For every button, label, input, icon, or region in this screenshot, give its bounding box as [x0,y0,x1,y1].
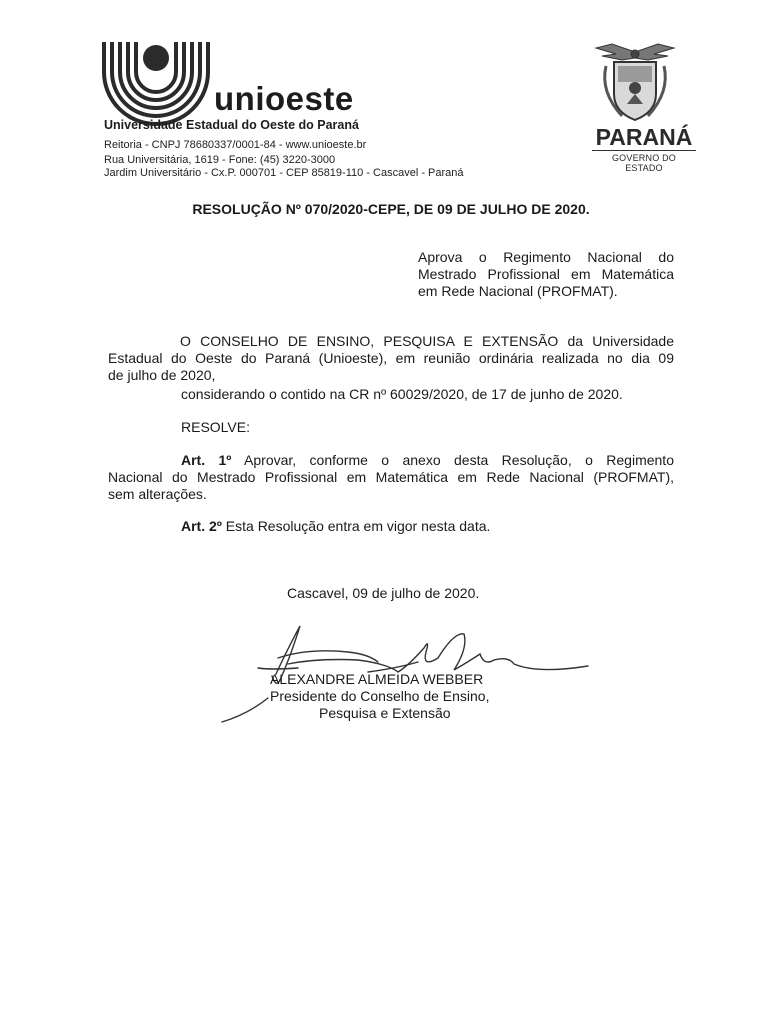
unioeste-logo-icon [100,42,212,126]
state-name: PARANÁ [595,124,693,150]
ementa [418,249,674,300]
address-line-2: Rua Universitária, 1619 - Fone: (45) 3220-3000 [104,154,336,166]
resolve-label: RESOLVE: [181,419,250,435]
article-1-label: Art. 1º [181,452,232,468]
preamble-line: Estadual do Oeste do Paraná (Unioeste), em reunião ordinária realizada no dia 09 [108,350,674,366]
university-full-name: Universidade Estadual do Oeste do Paraná [104,118,359,132]
ementa-line: Mestrado Profissional em Matemática [418,266,674,282]
article-2-text: Esta Resolução entra em vigor nesta data. [221,518,491,534]
address-line-3: Jardim Universitário - Cx.P. 000701 - CEP 85819-110 - Cascavel - Paraná [104,167,464,179]
document-title: RESOLUÇÃO Nº 070/2020-CEPE, DE 09 DE JULHO DE 2020. [192,201,590,217]
signer-name: ALEXANDRE ALMEIDA WEBBER [270,671,484,687]
article-2 [181,518,490,534]
article-1-line: sem alterações. [108,486,207,502]
state-government-label: GOVERNO DO ESTADO [611,153,676,173]
article-1-line: Nacional do Mestrado Profissional em Matemática em Rede Nacional (PROFMAT), [108,469,674,485]
place-and-date: Cascavel, 09 de julho de 2020. [287,585,480,601]
article-2-label: Art. 2º [181,518,222,534]
address-line-1: Reitoria - CNPJ 78680337/0001-84 - www.unioeste.br [104,139,367,151]
university-short-name: unioeste [214,80,354,117]
preamble-paragraph [108,333,674,384]
article-1-text: Aprovar, conforme o anexo desta Resolução, o Regimento [231,452,674,468]
state-divider [592,150,696,151]
signer-role-line: Pesquisa e Extensão [319,705,451,721]
preamble-line: O CONSELHO DE ENSINO, PESQUISA E EXTENSÃO da Universidade [180,333,674,349]
parana-coat-of-arms-icon [592,42,678,124]
ementa-line: em Rede Nacional (PROFMAT). [418,283,618,299]
article-1 [108,452,674,503]
considering-clause: considerando o contido na CR nº 60029/2020, de 17 de junho de 2020. [181,386,623,402]
preamble-line: de julho de 2020, [108,367,216,383]
ementa-line: Aprova o Regimento Nacional do [418,249,674,265]
signer-role-line: Presidente do Conselho de Ensino, [270,688,490,704]
